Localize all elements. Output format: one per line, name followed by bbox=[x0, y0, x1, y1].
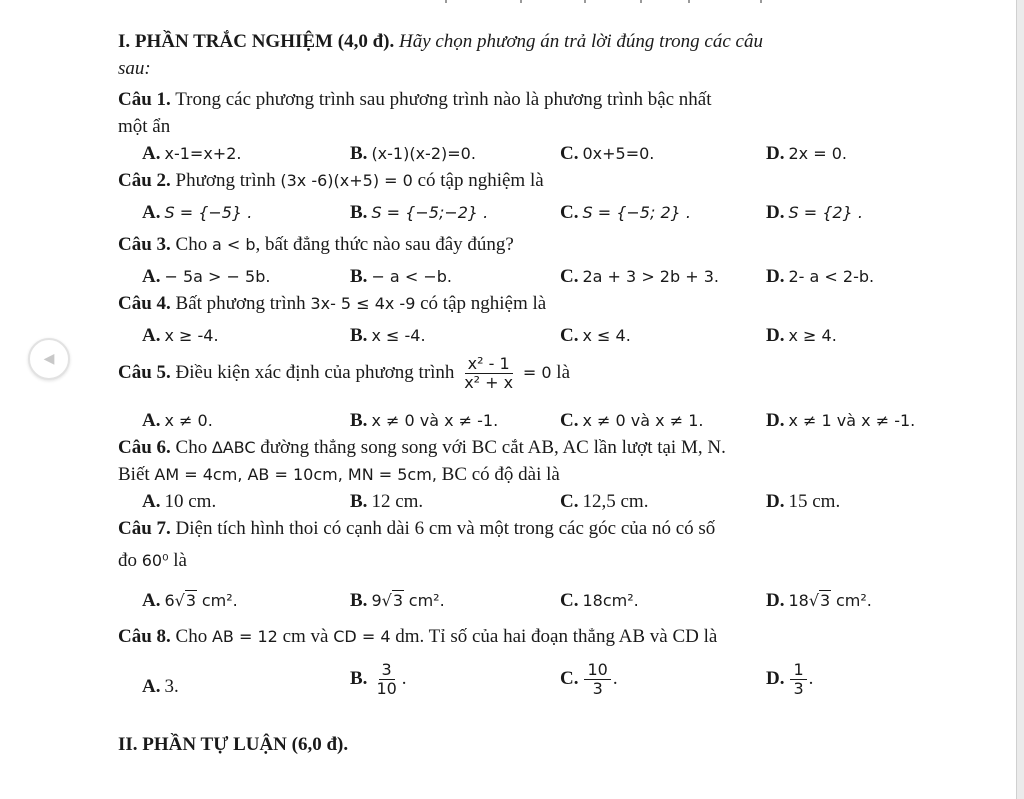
question-3-options bbox=[118, 263, 998, 290]
option-label: A. bbox=[142, 143, 161, 164]
option-label: C. bbox=[560, 266, 579, 287]
section-2-heading: II. PHẦN TỰ LUẬN (6,0 đ). bbox=[118, 734, 349, 755]
option-radicand: 3 bbox=[820, 591, 831, 610]
option-text: x ≠ 0 và x ≠ -1. bbox=[371, 411, 499, 430]
option-b[interactable] bbox=[350, 488, 423, 515]
question-1-text: Trong các phương trình sau phương trình nào là phương trình bậc nhất bbox=[175, 89, 712, 110]
option-text: x-1=x+2. bbox=[164, 144, 242, 163]
option-label: A. bbox=[142, 676, 161, 697]
question-6 bbox=[118, 434, 998, 461]
option-label: D. bbox=[766, 325, 785, 346]
option-c[interactable] bbox=[560, 488, 648, 515]
option-a[interactable] bbox=[142, 673, 179, 700]
question-4-text-after: có tập nghiệm là bbox=[420, 293, 547, 314]
option-text: 12,5 cm. bbox=[582, 491, 649, 512]
option-text: 15 cm. bbox=[788, 491, 841, 512]
option-tail: . bbox=[401, 667, 407, 689]
option-text: S = {−5; 2} . bbox=[582, 203, 691, 222]
option-coefficient: 6 bbox=[164, 591, 175, 610]
question-2-label: Câu 2. bbox=[118, 170, 171, 191]
question-1-cont bbox=[118, 113, 998, 140]
option-b[interactable] bbox=[350, 407, 498, 434]
option-label: D. bbox=[766, 143, 785, 164]
question-3 bbox=[118, 231, 998, 263]
option-label: B. bbox=[350, 667, 368, 689]
option-label: B. bbox=[350, 410, 368, 431]
option-text: − a < −b. bbox=[371, 267, 452, 286]
option-a[interactable] bbox=[142, 587, 238, 614]
question-5-text: Điều kiện xác định của phương trình bbox=[175, 361, 455, 383]
fraction-numerator: 10 bbox=[584, 661, 610, 680]
question-6-text: Cho bbox=[175, 437, 208, 458]
option-b[interactable] bbox=[350, 140, 476, 167]
option-fraction bbox=[584, 661, 610, 698]
option-text: − 5a > − 5b. bbox=[164, 267, 271, 286]
option-label: D. bbox=[766, 266, 785, 287]
option-label: B. bbox=[350, 266, 368, 287]
option-b[interactable] bbox=[350, 263, 452, 290]
fraction-denominator: x² + x bbox=[464, 373, 514, 392]
question-1 bbox=[118, 86, 998, 113]
option-label: B. bbox=[350, 590, 368, 611]
fraction-denominator: 3 bbox=[793, 679, 804, 698]
option-label: A. bbox=[142, 202, 161, 223]
option-c[interactable] bbox=[560, 407, 703, 434]
option-text: 18cm². bbox=[582, 591, 639, 610]
question-7-angle: 60⁰ bbox=[141, 551, 169, 570]
option-b[interactable] bbox=[350, 199, 488, 226]
question-6-options bbox=[118, 488, 998, 515]
section-2-heading-line bbox=[118, 731, 998, 758]
question-3-text-after: , bất đẳng thức nào sau đây đúng? bbox=[255, 234, 514, 255]
question-8-options bbox=[118, 655, 998, 729]
section-1-instruction-cont: sau: bbox=[118, 58, 151, 79]
option-b[interactable] bbox=[350, 322, 426, 349]
option-label: C. bbox=[560, 491, 579, 512]
prev-page-button[interactable] bbox=[28, 338, 70, 380]
option-text: S = {−5;−2} . bbox=[371, 203, 489, 222]
option-a[interactable] bbox=[142, 199, 252, 226]
question-2 bbox=[118, 167, 998, 199]
option-text: x ≥ 4. bbox=[788, 326, 837, 345]
question-3-label: Câu 3. bbox=[118, 234, 171, 255]
scrollbar[interactable] bbox=[1017, 0, 1024, 799]
question-4-options bbox=[118, 322, 998, 349]
section-1-heading: I. PHẦN TRẮC NGHIỆM (4,0 đ). bbox=[118, 31, 395, 52]
question-2-equation: (3x -6)(x+5) = 0 bbox=[280, 171, 413, 190]
question-7-label: Câu 7. bbox=[118, 518, 171, 539]
question-7-options bbox=[118, 579, 998, 623]
question-7-text: Diện tích hình thoi có cạnh dài 6 cm và một trong các góc của nó có số bbox=[175, 518, 716, 539]
option-a[interactable] bbox=[142, 140, 241, 167]
question-6-text2: Biết bbox=[118, 464, 150, 485]
option-c[interactable] bbox=[560, 587, 639, 614]
question-1-text-cont: một ẩn bbox=[118, 116, 171, 137]
section-1-instruction: Hãy chọn phương án trả lời đúng trong các câu bbox=[398, 31, 763, 52]
option-label: B. bbox=[350, 325, 368, 346]
option-d[interactable] bbox=[766, 263, 874, 290]
option-label: C. bbox=[560, 590, 579, 611]
option-fraction bbox=[790, 661, 806, 698]
question-4-label: Câu 4. bbox=[118, 293, 171, 314]
question-1-label: Câu 1. bbox=[118, 89, 171, 110]
question-6-label: Câu 6. bbox=[118, 437, 171, 458]
question-8-cd: CD = 4 bbox=[333, 627, 391, 646]
sqrt-icon: √ bbox=[174, 591, 185, 610]
option-a[interactable] bbox=[142, 407, 213, 434]
question-3-inequality: a < b bbox=[211, 235, 256, 254]
option-c[interactable] bbox=[560, 140, 654, 167]
option-label: C. bbox=[560, 410, 579, 431]
question-8-ab: AB = 12 bbox=[211, 627, 278, 646]
question-2-text: Phương trình bbox=[175, 170, 276, 191]
option-unit: cm². bbox=[201, 591, 238, 610]
option-text: x ≤ -4. bbox=[371, 326, 426, 345]
option-label: C. bbox=[560, 202, 579, 223]
option-label: D. bbox=[766, 667, 785, 689]
question-1-options bbox=[118, 140, 998, 167]
option-d[interactable] bbox=[766, 140, 847, 167]
question-5-equals: = 0 bbox=[522, 362, 552, 382]
option-text: 0x+5=0. bbox=[582, 144, 655, 163]
option-label: A. bbox=[142, 491, 161, 512]
option-text: x ≠ 0 và x ≠ 1. bbox=[582, 411, 704, 430]
option-label: A. bbox=[142, 410, 161, 431]
option-a[interactable] bbox=[142, 488, 216, 515]
question-8-label: Câu 8. bbox=[118, 626, 171, 647]
question-8-text-mid: cm và bbox=[282, 626, 329, 647]
option-d[interactable] bbox=[766, 587, 872, 614]
option-text: x ≠ 1 và x ≠ -1. bbox=[788, 411, 916, 430]
option-text: S = {−5} . bbox=[164, 203, 253, 222]
option-label: C. bbox=[560, 667, 579, 689]
fraction-numerator: 1 bbox=[790, 661, 806, 680]
option-label: B. bbox=[350, 202, 368, 223]
option-label: D. bbox=[766, 202, 785, 223]
option-text: x ≤ 4. bbox=[582, 326, 631, 345]
option-text: (x-1)(x-2)=0. bbox=[371, 144, 476, 163]
question-7-text2: đo bbox=[118, 550, 137, 571]
option-d[interactable] bbox=[766, 199, 863, 226]
option-c[interactable] bbox=[560, 661, 618, 698]
question-5-text-after: là bbox=[556, 361, 571, 383]
option-d[interactable] bbox=[766, 322, 837, 349]
option-c[interactable] bbox=[560, 322, 631, 349]
question-5-options bbox=[118, 407, 998, 434]
question-4-inequality: 3x- 5 ≤ 4x -9 bbox=[310, 294, 416, 313]
question-6-triangle: ∆ABC bbox=[211, 438, 256, 457]
question-7-cont bbox=[118, 547, 998, 579]
option-c[interactable] bbox=[560, 199, 691, 226]
question-2-text-after: có tập nghiệm là bbox=[417, 170, 544, 191]
chevron-left-icon: ◀ bbox=[43, 351, 55, 367]
option-text: x ≠ 0. bbox=[164, 411, 213, 430]
option-b[interactable] bbox=[350, 587, 445, 614]
option-unit: cm². bbox=[408, 591, 445, 610]
option-tail: . bbox=[612, 667, 618, 689]
question-6-text-after: đường thẳng song song với BC cắt AB, AC lần lượt tại M, N. bbox=[260, 437, 726, 458]
fraction-numerator: x² - 1 bbox=[465, 355, 513, 374]
question-8-text-after: dm. Tỉ số của hai đoạn thẳng AB và CD là bbox=[395, 626, 718, 647]
option-label: D. bbox=[766, 491, 785, 512]
option-coefficient: 9 bbox=[371, 591, 382, 610]
option-text: 2- a < 2-b. bbox=[788, 267, 875, 286]
question-5-fraction bbox=[461, 355, 516, 392]
option-d[interactable] bbox=[766, 407, 915, 434]
section-1-heading-line bbox=[118, 28, 998, 55]
question-7 bbox=[118, 515, 998, 547]
fraction-denominator: 10 bbox=[376, 679, 397, 698]
option-text: x ≥ -4. bbox=[164, 326, 219, 345]
option-text: 2x = 0. bbox=[788, 144, 847, 163]
sqrt-icon: √ bbox=[381, 591, 392, 610]
question-7-text2-after: là bbox=[173, 550, 187, 571]
option-text: S = {2} . bbox=[788, 203, 863, 222]
option-unit: cm². bbox=[835, 591, 872, 610]
option-text: 3. bbox=[164, 676, 179, 697]
option-label: B. bbox=[350, 491, 368, 512]
option-label: A. bbox=[142, 266, 161, 287]
fraction-numerator: 3 bbox=[379, 661, 395, 680]
sqrt-icon: √ bbox=[808, 591, 820, 610]
option-label: D. bbox=[766, 590, 785, 611]
option-label: B. bbox=[350, 143, 368, 164]
option-b[interactable] bbox=[350, 661, 407, 698]
option-label: D. bbox=[766, 410, 785, 431]
top-edge-marks bbox=[0, 0, 1016, 6]
question-8 bbox=[118, 623, 998, 655]
option-radicand: 3 bbox=[392, 591, 404, 610]
question-4-text: Bất phương trình bbox=[175, 293, 306, 314]
exam-content bbox=[118, 28, 998, 758]
question-6-cont bbox=[118, 461, 998, 488]
question-2-options bbox=[118, 199, 998, 231]
option-text: 10 cm. bbox=[164, 491, 217, 512]
option-c[interactable] bbox=[560, 263, 719, 290]
option-a[interactable] bbox=[142, 322, 219, 349]
question-5 bbox=[118, 349, 998, 399]
option-fraction bbox=[373, 661, 399, 698]
option-coefficient: 18 bbox=[788, 591, 809, 610]
option-tail: . bbox=[808, 667, 814, 689]
option-label: C. bbox=[560, 325, 579, 346]
option-text: 12 cm. bbox=[371, 491, 424, 512]
question-6-text2-after: BC có độ dài là bbox=[441, 464, 560, 485]
question-3-text: Cho bbox=[175, 234, 208, 255]
option-a[interactable] bbox=[142, 263, 270, 290]
fraction-denominator: 3 bbox=[592, 679, 603, 698]
section-1-instruction-cont-line bbox=[118, 55, 998, 82]
option-d[interactable] bbox=[766, 661, 813, 698]
option-d[interactable] bbox=[766, 488, 840, 515]
question-5-label: Câu 5. bbox=[118, 361, 171, 383]
question-4 bbox=[118, 290, 998, 322]
option-label: C. bbox=[560, 143, 579, 164]
option-label: A. bbox=[142, 590, 161, 611]
option-label: A. bbox=[142, 325, 161, 346]
option-radicand: 3 bbox=[185, 591, 197, 610]
question-6-givens: AM = 4cm, AB = 10cm, MN = 5cm, bbox=[154, 465, 437, 484]
question-8-text: Cho bbox=[175, 626, 208, 647]
option-text: 2a + 3 > 2b + 3. bbox=[582, 267, 719, 286]
